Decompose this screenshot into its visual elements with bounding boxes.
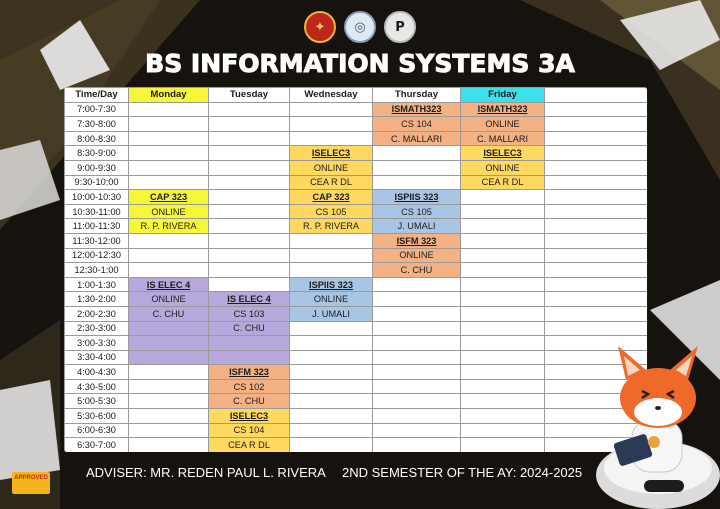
empty-cell [129,248,209,263]
table-row [65,336,648,351]
class-cell [290,204,373,219]
empty-cell [290,336,373,351]
schedule-table [64,87,647,452]
empty-cell [129,117,209,132]
course-code-label: ISFM 323 [229,367,269,378]
empty-cell [545,277,648,292]
empty-cell [373,379,461,394]
class-cell [129,219,209,234]
course-code-label: ISELEC3 [311,148,351,159]
empty-cell [461,321,545,336]
class-detail: CS 104 [233,425,265,436]
empty-cell [209,102,290,117]
empty-cell [129,131,209,146]
class-cell [373,219,461,234]
class-detail: C. CHU [400,264,433,275]
class-detail: C. CHU [233,323,265,334]
empty-cell [461,336,545,351]
empty-cell [461,233,545,248]
class-detail: ONLINE [313,162,349,173]
class-detail: R. P. RIVERA [303,221,359,232]
class-cell [373,263,461,278]
approved-badge [12,472,50,494]
class-cell [373,204,461,219]
class-cell [290,175,373,190]
empty-cell [209,160,290,175]
class-detail: C. CHU [233,396,265,407]
time-slot: 3:00-3:30 [65,336,129,351]
empty-cell [373,321,461,336]
empty-cell [129,233,209,248]
time-slot: 7:30-8:00 [65,117,129,132]
empty-cell [373,146,461,161]
class-cell [209,306,290,321]
course-code-label: CAP 323 [149,191,188,202]
time-slot: 5:00-5:30 [65,394,129,409]
table-row [65,204,648,219]
class-cell [209,350,290,365]
empty-cell [373,365,461,380]
empty-cell [290,365,373,380]
empty-cell [290,379,373,394]
empty-cell [209,263,290,278]
class-cell [461,117,545,132]
class-detail: C. MALLARI [476,133,529,144]
empty-cell [209,175,290,190]
course-code-label: ISPIIS 323 [309,279,353,290]
empty-cell [461,306,545,321]
empty-cell [545,263,648,278]
empty-cell [461,423,545,438]
empty-cell [290,248,373,263]
empty-cell [461,379,545,394]
empty-cell [290,233,373,248]
empty-cell [461,409,545,424]
empty-cell [545,248,648,263]
empty-cell [129,102,209,117]
header-thursday: Thursday [373,88,461,103]
empty-cell [545,102,648,117]
course-code [290,277,373,292]
empty-cell [129,379,209,394]
table-row [65,292,648,307]
table-row [65,102,648,117]
class-detail: CS 105 [315,206,347,217]
class-cell [461,131,545,146]
empty-cell [209,248,290,263]
empty-cell [461,248,545,263]
course-code-label: CAP 323 [312,191,350,202]
class-cell [290,160,373,175]
class-cell [129,336,209,351]
header-tuesday: Tuesday [209,88,290,103]
empty-cell [290,102,373,117]
empty-cell [129,175,209,190]
class-cell [209,379,290,394]
class-cell [290,219,373,234]
time-slot: 11:30-12:00 [65,233,129,248]
empty-cell [129,423,209,438]
empty-cell [373,277,461,292]
time-slot: 8:30-9:00 [65,146,129,161]
empty-cell [290,263,373,278]
class-detail: ONLINE [485,162,520,173]
empty-cell [129,263,209,278]
course-code-label: ISPIIS 323 [394,191,439,202]
empty-cell [290,321,373,336]
class-cell [373,131,461,146]
class-cell [129,306,209,321]
class-cell [290,306,373,321]
class-cell [209,423,290,438]
header-monday: Monday [129,88,209,103]
table-row [65,423,648,438]
table-row [65,233,648,248]
table-row [65,306,648,321]
class-detail: C. CHU [152,308,185,319]
empty-cell [290,438,373,452]
class-detail: J. UMALI [397,221,436,232]
empty-cell [545,88,648,103]
page-title: BS INFORMATION SYSTEMS 3A [145,49,575,78]
time-slot: 2:00-2:30 [65,306,129,321]
class-cell [461,175,545,190]
empty-cell [545,146,648,161]
empty-cell [209,233,290,248]
empty-cell [545,292,648,307]
empty-cell [373,409,461,424]
course-code [373,102,461,117]
empty-cell [461,394,545,409]
empty-cell [461,292,545,307]
table-row [65,379,648,394]
table-row [65,175,648,190]
time-slot: 3:30-4:00 [65,350,129,365]
course-code-label: ISELEC3 [229,410,269,421]
schedule-sheet [64,87,647,452]
time-slot: 11:00-11:30 [65,219,129,234]
empty-cell [373,350,461,365]
course-code [373,233,461,248]
time-slot: 6:00-6:30 [65,423,129,438]
table-row [65,160,648,175]
time-slot: 2:30-3:00 [65,321,129,336]
empty-cell [545,160,648,175]
empty-cell [461,219,545,234]
time-slot: 1:00-1:30 [65,277,129,292]
empty-cell [290,394,373,409]
class-detail: CEA R DL [310,177,352,188]
org-logo-icon: P [384,11,416,43]
empty-cell [209,204,290,219]
empty-cell [290,409,373,424]
course-code [129,190,209,205]
empty-cell [461,350,545,365]
empty-cell [373,423,461,438]
university-seal-icon: ◎ [344,11,376,43]
empty-cell [290,131,373,146]
table-row [65,365,648,380]
empty-cell [545,117,648,132]
empty-cell [209,117,290,132]
empty-cell [373,394,461,409]
course-code-label: ISELEC3 [483,148,522,159]
empty-cell [461,190,545,205]
class-cell [129,204,209,219]
table-row [65,131,648,146]
college-seal-icon: ✦ [304,11,336,43]
table-row [65,321,648,336]
class-cell [209,336,290,351]
class-cell [129,292,209,307]
table-row [65,277,648,292]
course-code [209,365,290,380]
class-detail: CS 103 [233,308,265,319]
empty-cell [373,292,461,307]
class-detail: ONLINE [399,250,434,261]
empty-cell [373,306,461,321]
class-detail: CEA R DL [481,177,524,188]
empty-cell [461,204,545,219]
fox-mascot-icon [588,340,720,509]
class-cell [129,350,209,365]
course-code [129,277,209,292]
adviser-label: ADVISER: MR. REDEN PAUL L. RIVERA [86,465,326,480]
time-slot: 6:30-7:00 [65,438,129,452]
time-slot: 12:30-1:00 [65,263,129,278]
class-detail: J. UMALI [312,308,350,319]
course-code [373,190,461,205]
header-friday: Friday [461,88,545,103]
empty-cell [373,438,461,452]
course-code-label: IS ELEC 4 [227,294,271,305]
course-code [461,146,545,161]
empty-cell [129,365,209,380]
class-detail: ONLINE [313,294,349,305]
empty-cell [545,219,648,234]
empty-cell [209,219,290,234]
time-slot: 10:30-11:00 [65,204,129,219]
table-row [65,263,648,278]
empty-cell [373,160,461,175]
class-cell [461,160,545,175]
course-code [209,292,290,307]
course-code-label: IS ELEC 4 [146,279,191,290]
course-code-label: ISFM 323 [396,235,437,246]
class-detail: ONLINE [151,206,186,217]
class-cell [373,117,461,132]
empty-cell [209,277,290,292]
time-slot: 4:00-4:30 [65,365,129,380]
table-row [65,394,648,409]
time-slot: 12:00-12:30 [65,248,129,263]
table-row [65,117,648,132]
class-cell [129,321,209,336]
course-code-label: ISMATH323 [477,104,528,115]
empty-cell [545,204,648,219]
empty-cell [129,409,209,424]
class-cell [209,321,290,336]
empty-cell [373,336,461,351]
course-code [209,409,290,424]
time-slot: 9:30-10:00 [65,175,129,190]
empty-cell [545,175,648,190]
class-detail: CS 105 [401,206,432,217]
empty-cell [290,117,373,132]
course-code [290,190,373,205]
class-detail: CEA R DL [228,440,270,451]
table-row [65,146,648,161]
empty-cell [545,321,648,336]
table-row [65,438,648,452]
class-detail: R. P. RIVERA [140,221,197,232]
empty-cell [129,394,209,409]
empty-cell [373,175,461,190]
course-code [290,146,373,161]
empty-cell [545,131,648,146]
time-slot: 1:30-2:00 [65,292,129,307]
class-detail: CS 104 [401,118,432,129]
empty-cell [209,190,290,205]
time-slot: 9:00-9:30 [65,160,129,175]
empty-cell [545,190,648,205]
empty-cell [461,365,545,380]
time-slot: 4:30-5:00 [65,379,129,394]
empty-cell [545,233,648,248]
approved-badge-label: APPROVED [14,475,48,481]
class-detail: ONLINE [151,294,186,305]
class-cell [209,394,290,409]
class-cell [290,292,373,307]
time-slot: 10:00-10:30 [65,190,129,205]
time-slot: 7:00-7:30 [65,102,129,117]
empty-cell [461,277,545,292]
empty-cell [545,306,648,321]
empty-cell [129,438,209,452]
header-row [65,88,648,103]
empty-cell [290,423,373,438]
table-row [65,219,648,234]
empty-cell [129,146,209,161]
course-code-label: ISMATH323 [391,104,442,115]
empty-cell [290,350,373,365]
class-detail: CS 102 [233,381,265,392]
empty-cell [209,131,290,146]
header-time-day: Time/Day [65,88,129,103]
empty-cell [461,438,545,452]
empty-cell [129,160,209,175]
header-wednesday: Wednesday [290,88,373,103]
class-cell [373,248,461,263]
time-slot: 8:00-8:30 [65,131,129,146]
table-row [65,350,648,365]
class-detail: ONLINE [485,118,520,129]
time-slot: 5:30-6:00 [65,409,129,424]
course-code [461,102,545,117]
class-detail: C. MALLARI [390,133,443,144]
empty-cell [461,263,545,278]
table-row [65,409,648,424]
class-cell [209,438,290,452]
table-row [65,248,648,263]
logo-row [0,11,720,43]
empty-cell [209,146,290,161]
table-row [65,190,648,205]
semester-label: 2ND SEMESTER OF THE AY: 2024-2025 [342,465,583,480]
